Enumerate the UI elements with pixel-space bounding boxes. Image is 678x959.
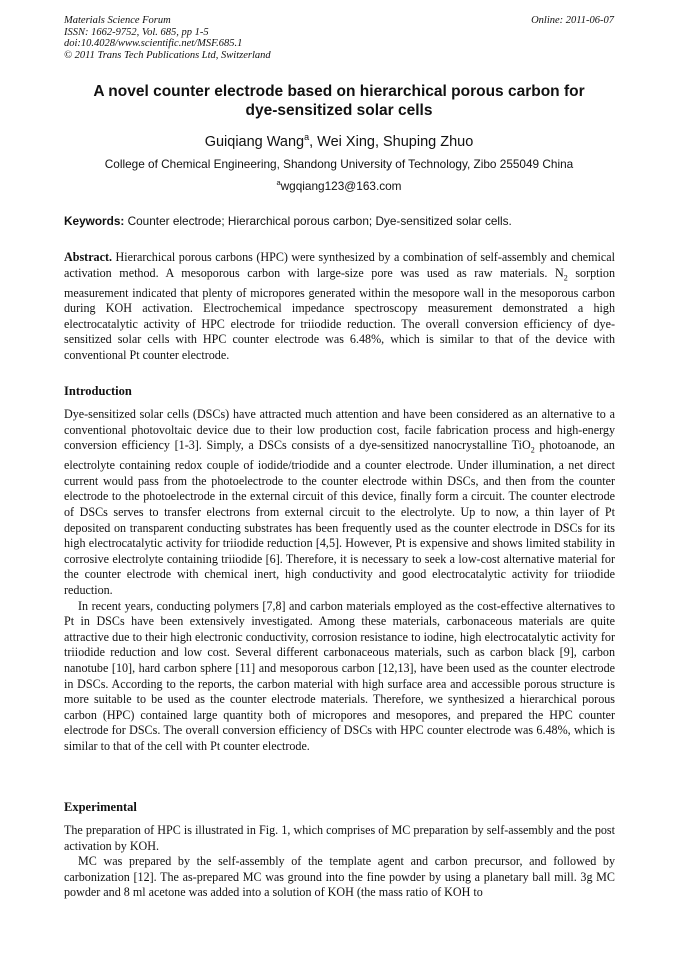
author-list: [64, 132, 614, 150]
abstract-text-2: sorption measurement indicated that plenty of micropores generated within the mesopore wall in the mesoporous carbon during KOH activation. Electrochemical impedance spectroscopy measurement demonstrated a high electrocatalytic activity of HPC electrode for triiodide reduction. The overall conversion efficiency of dye-sensitized solar cells with HPC counter electrode was 6.48%, which is similar to that of the device with conventional Pt counter electrode.: [64, 265, 615, 362]
author-rest: , Wei Xing, Shuping Zhuo: [309, 133, 474, 150]
exp-paragraph-1: The preparation of HPC is illustrated in Fig. 1, which comprises of MC preparation by self-assembly and the post activation by KOH.: [64, 823, 615, 853]
journal-header: [64, 15, 271, 61]
affiliation: College of Chemical Engineering, Shandong University of Technology, Zibo 255049 China: [104, 157, 574, 171]
introduction-heading: Introduction: [64, 384, 132, 398]
intro-paragraph-1: [64, 407, 615, 599]
abstract-text-1: Hierarchical porous carbons (HPC) were synthesized by a combination of self-assembly and chemical activation method. A mesoporous carbon with large-size pore was used as raw materials. N: [64, 250, 615, 280]
author-email: [64, 178, 614, 193]
doi-line: doi:10.4028/www.scientific.net/MSF.685.1: [64, 38, 243, 49]
intro-p1-a: Dye-sensitized solar cells (DSCs) have attracted much attention and have been considered as an alternative to a conventional photovoltaic device due to their low production cost, facile fabrication process and high-energy conversion efficiency [1-3]. Simply, a DSCs consists of a dye-sensitized nanocrystalline TiO: [64, 407, 615, 453]
exp-paragraph-2: MC was prepared by the self-assembly of the template agent and carbon precursor, and followed by carbonization [12]. The as-prepared MC was ground into the fine powder by using a planetary ball mill. 3g MC powder and 8 ml acetone was added into a solution of KOH (the mass ratio of KOH to: [64, 854, 615, 900]
email-sup: a: [276, 178, 281, 187]
keywords: [64, 214, 624, 228]
abstract-sub: 2: [563, 273, 568, 282]
keywords-text: Counter electrode; Hierarchical porous carbon; Dye-sensitized solar cells.: [124, 214, 512, 228]
journal-name: Materials Science Forum: [64, 15, 171, 26]
author-first: Guiqiang Wang: [204, 133, 305, 150]
experimental-heading: Experimental: [64, 800, 137, 814]
introduction-body: [64, 407, 615, 754]
email-address: wgqiang123@163.com: [280, 178, 402, 193]
keywords-label: Keywords:: [64, 214, 125, 228]
experimental-body: [64, 823, 615, 901]
intro-paragraph-2: In recent years, conducting polymers [7,8] and carbon materials employed as the cost-effective alternatives to Pt in DSCs have been extensively investigated. Among these materials, carbonaceous materials are quite attractive due to their high electronic conductivity, corrosion resistance to iodine, high electrocatalytic activity for triiodide reduction and low cost. Several different carbonaceous materials, such as carbon black [9], carbon nanotube [10], hard carbon sphere [11] and mesoporous carbon [12,13], have been used as the counter electrode in DSCs. According to the reports, the carbon material with high surface area and accessible porous structure is more suitable to be used as the counter electrode materials. Therefore, we synthesized a hierarchical porous carbon (HPC) contained large quantity both of micropores and mesopores, and prepared the HPC counter electrode for DSCs. The overall conversion efficiency of DSCs with HPC counter electrode was 6.48%, which is similar to that of the cell with Pt counter electrode.: [64, 598, 615, 753]
online-date: Online: 2011-06-07: [531, 15, 614, 26]
paper-title: [64, 82, 614, 120]
abstract: [64, 250, 615, 364]
title-line-2: dye-sensitized solar cells: [245, 102, 433, 119]
intro-p1-b: photoanode, an electrolyte containing redox couple of iodide/triodide and a counter electrode. Under illumination, a net direct current would pass from the photoelectrode to the counter electrode within DSCs, and then from the counter electrode to the photoelectrode in the external circuit of this device, finally form a circuit. The counter electrode of DSCs serves to transfer electrons from external circuit to the electrolyte. Up to now, a thin layer of Pt deposited on transparent conducting substrates has been frequently used as the counter electrode in DSCs for its high electrocatalytic activity for triiodide reduction [4,5]. However, Pt is expensive and shows limited stability in corrosive electrolyte containing triiodide [6]. Therefore, it is necessary to seek a low-cost alternative material for the counter electrode with chemical inert, high conductivity and good electrocatalytic activity for triiodide reduction.: [64, 438, 615, 597]
intro-p1-sub: 2: [530, 445, 535, 455]
author-sup: a: [304, 132, 310, 142]
issn-line: ISSN: 1662-9752, Vol. 685, pp 1-5: [64, 26, 209, 38]
copyright-line: © 2011 Trans Tech Publications Ltd, Switzerland: [64, 49, 271, 61]
title-line-1: A novel counter electrode based on hierarchical porous carbon for: [93, 83, 585, 100]
abstract-label: Abstract.: [64, 250, 113, 264]
